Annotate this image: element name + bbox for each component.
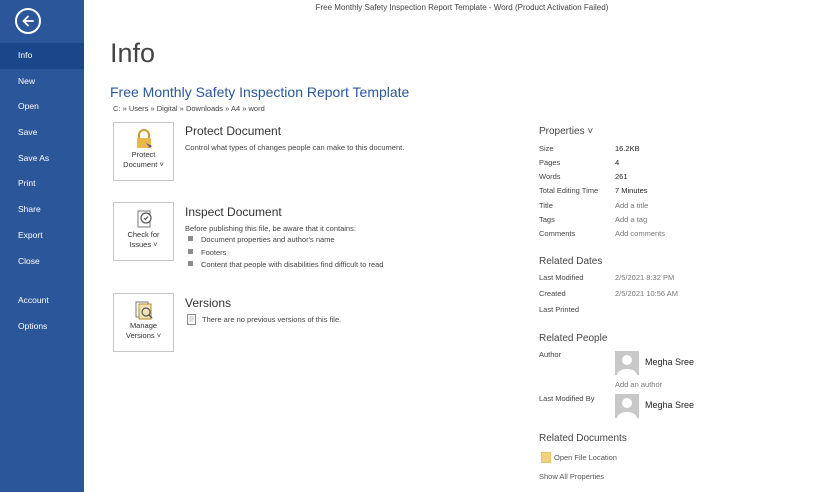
check-for-issues-button[interactable] bbox=[113, 202, 174, 261]
inspect-document-icon bbox=[133, 208, 155, 230]
comments-field[interactable]: Add comments bbox=[615, 229, 666, 238]
protect-document-description: Control what types of changes people can make to this document. bbox=[185, 143, 405, 152]
properties-dropdown[interactable]: Properties ˅ bbox=[539, 126, 594, 137]
property-words bbox=[539, 170, 799, 184]
list-item: Document properties and author's name bbox=[188, 234, 383, 247]
property-value: 4 bbox=[615, 158, 620, 167]
nav-item-open[interactable]: Open bbox=[18, 101, 39, 112]
last-modified-by-label: Last Modified By bbox=[539, 394, 595, 403]
protect-document-label-2: Document ˅ bbox=[123, 160, 164, 169]
avatar bbox=[615, 394, 639, 418]
document-icon bbox=[187, 314, 196, 325]
document-title: Free Monthly Safety Inspection Report Template bbox=[110, 84, 410, 100]
property-label: Pages bbox=[539, 158, 561, 167]
property-label: Created bbox=[539, 289, 566, 298]
person-icon bbox=[615, 351, 639, 375]
property-value: 2/5/2021 8:32 PM bbox=[615, 273, 675, 282]
manage-versions-label-1: Manage bbox=[129, 321, 158, 330]
inspect-document-list bbox=[188, 234, 383, 272]
property-value: 2/5/2021 10:56 AM bbox=[615, 289, 678, 298]
nav-item-save-as[interactable]: Save As bbox=[18, 152, 50, 163]
property-label: Title bbox=[539, 201, 553, 210]
open-file-location-link[interactable]: Open File Location bbox=[554, 453, 617, 462]
property-label: Last Printed bbox=[539, 305, 580, 314]
folder-icon bbox=[541, 452, 551, 463]
backstage-sidebar bbox=[0, 0, 84, 492]
title-field[interactable]: Add a title bbox=[615, 201, 649, 210]
property-value: 16.2KB bbox=[615, 144, 640, 153]
avatar bbox=[615, 351, 639, 375]
property-size bbox=[539, 142, 799, 156]
protect-document-heading: Protect Document bbox=[185, 124, 282, 138]
nav-item-print[interactable]: Print bbox=[18, 178, 36, 189]
check-for-issues-label-2: Issues ˅ bbox=[129, 240, 158, 249]
property-total-editing-time bbox=[539, 184, 799, 198]
person-icon bbox=[615, 394, 639, 418]
property-last-modified bbox=[539, 271, 799, 285]
window-title: Free Monthly Safety Inspection Report Template - Word (Product Activation Failed) bbox=[315, 3, 609, 12]
property-label: Tags bbox=[539, 215, 555, 224]
breadcrumb[interactable]: C: » Users » Digital » Downloads » A4 » word bbox=[113, 104, 265, 113]
manage-versions-label-2: Versions ˅ bbox=[125, 331, 162, 340]
property-comments bbox=[539, 227, 799, 241]
nav-item-account[interactable]: Account bbox=[18, 295, 49, 306]
related-people-heading: Related People bbox=[539, 333, 608, 344]
nav-item-info[interactable]: Info bbox=[0, 43, 84, 69]
property-label: Comments bbox=[539, 229, 576, 238]
add-author-link[interactable]: Add an author bbox=[615, 380, 663, 389]
nav-item-options[interactable]: Options bbox=[18, 320, 48, 331]
manage-versions-button[interactable] bbox=[113, 293, 174, 352]
property-label: Size bbox=[539, 144, 554, 153]
versions-heading: Versions bbox=[185, 296, 232, 310]
nav-divider bbox=[0, 274, 84, 288]
page-title: Info bbox=[110, 38, 156, 68]
tags-field[interactable]: Add a tag bbox=[615, 215, 648, 224]
related-dates-heading: Related Dates bbox=[539, 256, 603, 267]
last-modified-by-name: Megha Sree bbox=[645, 400, 695, 410]
nav-item-share[interactable]: Share bbox=[18, 204, 41, 215]
property-value: 7 Minutes bbox=[615, 186, 648, 195]
list-item: Footers bbox=[188, 247, 383, 260]
nav-item-close[interactable]: Close bbox=[18, 255, 40, 266]
check-for-issues-label-1: Check for bbox=[127, 230, 160, 239]
inspect-document-heading: Inspect Document bbox=[185, 205, 282, 219]
protect-document-label-1: Protect bbox=[131, 150, 156, 159]
property-created bbox=[539, 287, 799, 301]
property-label: Total Editing Time bbox=[539, 186, 599, 195]
property-title bbox=[539, 199, 799, 213]
nav-item-save[interactable]: Save bbox=[18, 127, 38, 138]
back-arrow-icon bbox=[20, 13, 36, 29]
property-tags bbox=[539, 213, 799, 227]
manage-versions-icon bbox=[133, 299, 155, 321]
property-pages bbox=[539, 156, 799, 170]
backstage-nav bbox=[0, 43, 84, 340]
protect-document-button[interactable] bbox=[113, 122, 174, 181]
lock-icon bbox=[133, 128, 155, 150]
property-value: 261 bbox=[615, 172, 628, 181]
nav-item-new[interactable]: New bbox=[18, 75, 36, 86]
inspect-document-description: Before publishing this file, be aware that it contains: bbox=[185, 224, 356, 233]
author-name: Megha Sree bbox=[645, 357, 695, 367]
property-label: Words bbox=[539, 172, 561, 181]
show-all-properties-link[interactable]: Show All Properties bbox=[539, 472, 605, 481]
author-label: Author bbox=[539, 350, 562, 359]
property-last-printed bbox=[539, 303, 799, 317]
nav-item-export[interactable]: Export bbox=[18, 229, 43, 240]
versions-description: There are no previous versions of this file. bbox=[202, 315, 342, 324]
list-item: Content that people with disabilities find difficult to read bbox=[188, 259, 383, 272]
back-button[interactable] bbox=[15, 8, 41, 34]
property-label: Last Modified bbox=[539, 273, 584, 282]
related-documents-heading: Related Documents bbox=[539, 433, 627, 444]
